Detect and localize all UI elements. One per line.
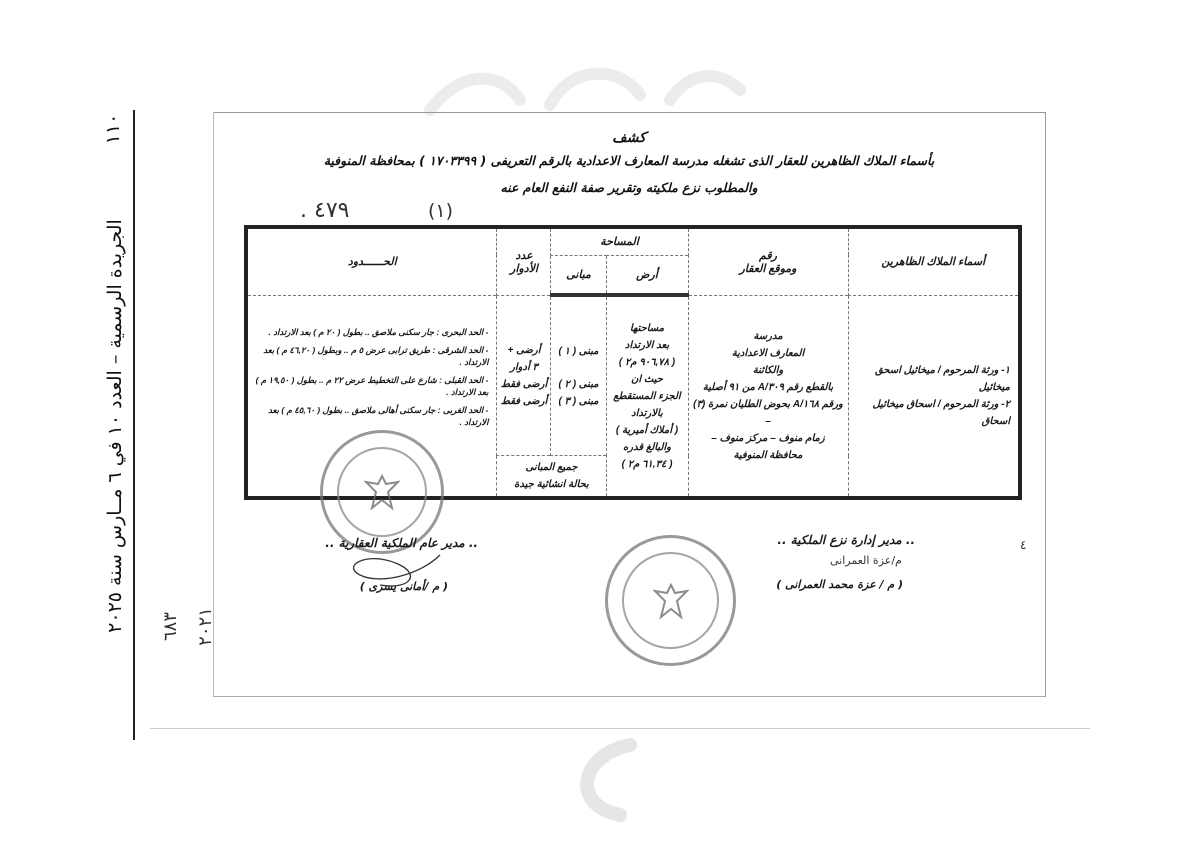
property-line: المعارف الاعدادية <box>731 347 805 359</box>
header-owners: أسماء الملاك الظاهرين <box>848 227 1020 295</box>
property-line: بالقطع رقم ٣٠٩/A من ٩١ أصلية <box>702 381 834 393</box>
eagle-emblem-icon <box>364 472 400 512</box>
handwritten-page-marker: (١) <box>428 200 454 222</box>
condition-line: بحالة انشائية جيدة <box>514 479 589 491</box>
property-line: مدرسة <box>753 330 783 342</box>
margin-mark: ٤ <box>1020 538 1027 552</box>
header-boundaries: الحــــــدود <box>246 227 497 295</box>
land-line: ( ٦١,٣٤ م٢ ) <box>621 459 673 471</box>
floors-item: أرضى فقط <box>500 395 548 407</box>
document-subtitle: بأسماء الملاك الظاهرين للعقار الذى تشغله مدرسة المعارف الاعدادية بالرقم التعريفى ( ١٧٠٣٣٩٩ ) بمحافظة المنوفية <box>323 153 935 168</box>
floors-item: ٣ أدوار <box>510 361 538 373</box>
signatory-name-right: ( م / عزة محمد العمرانى ) <box>776 578 903 591</box>
floors-item: أرضى فقط <box>500 378 548 390</box>
floors-item: أرضى + <box>507 344 541 356</box>
property-line: ورقم ١٦٨/A بحوض الطليان نمرة (٣) – <box>693 398 843 427</box>
land-line: بعد الارتداد <box>624 340 670 352</box>
document-subtitle-2: والمطلوب نزع ملكيته وتقرير صفة النفع العام عنه <box>500 180 758 195</box>
property-cell <box>688 295 848 498</box>
page-frame-right <box>1045 112 1046 697</box>
land-line: حيث ان <box>631 374 663 386</box>
owner-item: ١- ورثة المرحوم / ميخائيل اسحق ميخائيل <box>874 364 1010 393</box>
page-divider <box>150 728 1090 729</box>
condition-line: جميع المبانى <box>525 462 578 474</box>
gazette-page-number: ١١٠ <box>102 113 124 145</box>
building-item: مبنى ( ١ ) <box>558 345 599 357</box>
building-item: مبنى ( ٣ ) <box>558 395 599 407</box>
owner-item: ٢- ورثة المرحوم / اسحاق ميخائيل اسحاق <box>872 398 1010 427</box>
page-frame-bottom <box>213 696 1045 697</box>
handwritten-signature-right: م/عزة العمرانى <box>830 554 902 567</box>
owners-cell <box>848 295 1020 498</box>
land-line: ( أملاك أميرية ) <box>615 425 679 437</box>
eagle-emblem-icon <box>653 581 689 621</box>
header-area: المساحة <box>551 227 688 255</box>
floors-cell <box>497 295 551 456</box>
handwritten-signature-left <box>340 545 450 595</box>
gazette-header: الجريدة الرسمية – العدد ١٠ في ٦ مــارس سنة ٢٠٢٥ <box>104 219 126 633</box>
land-line: والبالغ قدره <box>623 442 671 454</box>
land-line: بالارتداد <box>631 408 663 420</box>
margin-note: ٦٨٣ <box>160 611 182 642</box>
official-stamp <box>605 535 736 666</box>
watermark <box>420 60 750 120</box>
handwritten-number: ٤٧٩ . <box>300 198 350 223</box>
buildings-cell <box>551 295 606 456</box>
property-line: والكائنة <box>752 364 784 376</box>
land-line: الجزء المستقطع <box>613 391 681 403</box>
header-property: رقم وموقع العقار <box>688 227 848 295</box>
signatory-name-left: ( م /أمانى يسرى ) <box>359 580 448 593</box>
boundary-item: - الحد الغربى : جار سكنى أهالى ملاصق .. بطول ( ٤٥,٦٠ م ) بعد الارتداد . <box>268 404 489 427</box>
margin-rule <box>133 110 135 740</box>
land-line: ( ٩٠٦,٧٨ م٢ ) <box>618 357 676 369</box>
boundary-item: - الحد الشرقى : طريق ترابى عرض ٥ م .. وبطول ( ٤٦,٢٠ م ) بعد الارتداد . <box>263 344 489 367</box>
land-cell <box>606 295 688 498</box>
header-buildings: مبانى <box>551 255 606 295</box>
page-frame-top <box>213 112 1045 113</box>
margin-note: ٢٠٢١ <box>194 607 216 646</box>
document-title: كشف <box>612 130 646 146</box>
signatory-title-right: .. مدير إدارة نزع الملكية .. <box>777 533 915 547</box>
condition-cell <box>497 456 606 498</box>
building-item: مبنى ( ٢ ) <box>558 378 599 390</box>
header-land: أرض <box>606 255 688 295</box>
property-line: زمام منوف – مركز منوف – <box>711 432 825 444</box>
property-line: محافظة المنوفية <box>733 449 803 461</box>
header-floors: عدد الأدوار <box>497 227 551 295</box>
land-line: مساحتها <box>629 323 665 335</box>
boundary-item: - الحد القبلى : شارع على التخطيط عرض ٢٢ م .. بطول ( ١٩,٥٠ م ) بعد الارتداد . <box>255 374 489 397</box>
boundary-item: - الحد البحرى : جار سكنى ملاصق .. بطول ( ٢٠ م ) بعد الارتداد . <box>268 326 489 337</box>
watermark <box>560 735 650 825</box>
signatory-title-left: .. مدير عام الملكية العقارية .. <box>325 536 478 550</box>
